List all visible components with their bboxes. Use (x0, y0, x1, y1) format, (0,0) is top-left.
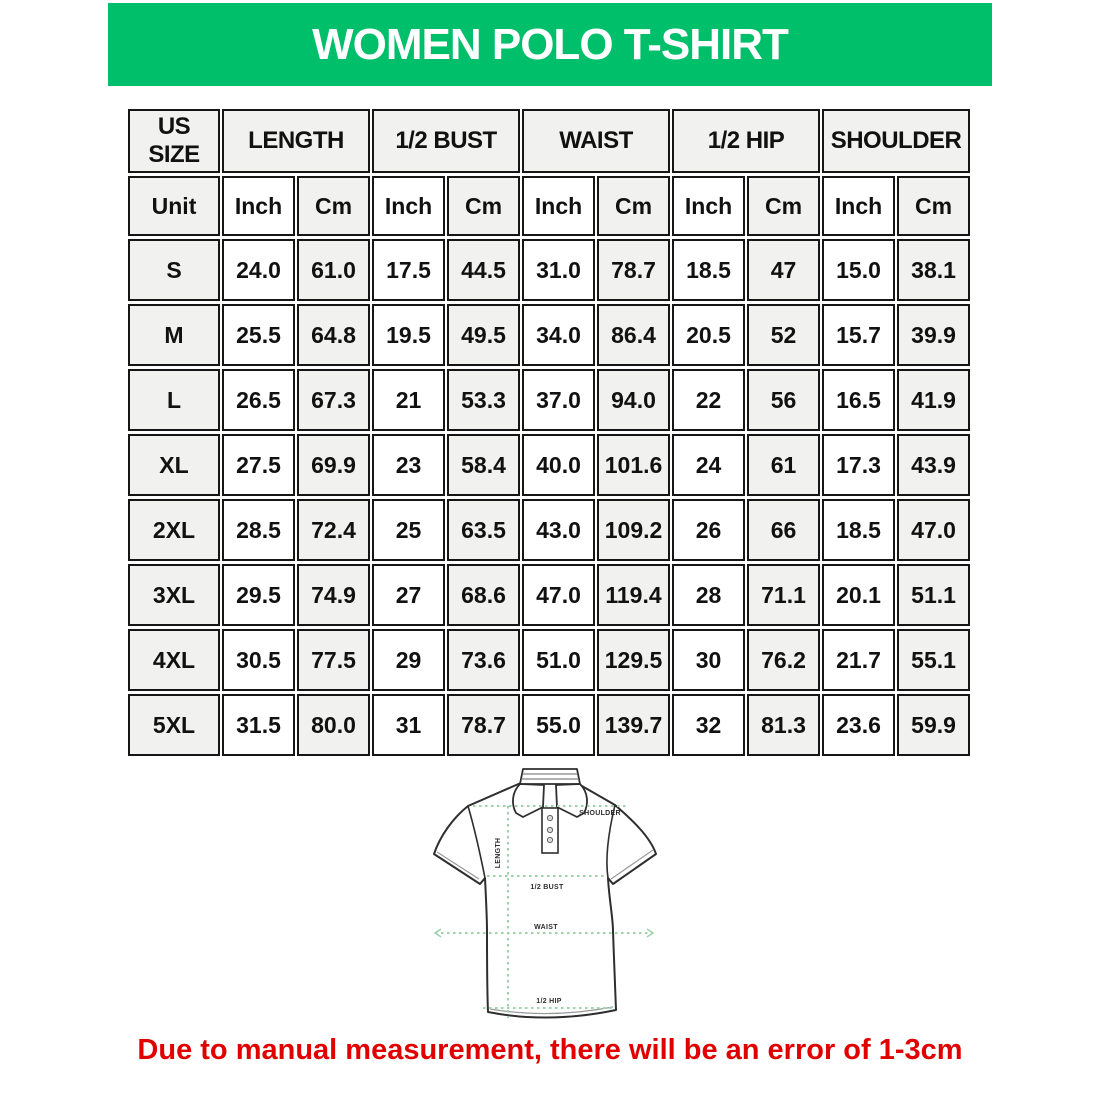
unit-header-cell: Cm (597, 176, 670, 236)
unit-header-cell: Cm (297, 176, 370, 236)
value-cell: 47.0 (897, 499, 970, 561)
value-cell: 59.9 (897, 694, 970, 756)
value-cell: 71.1 (747, 564, 820, 626)
value-cell: 31.5 (222, 694, 295, 756)
value-cell: 40.0 (522, 434, 595, 496)
size-cell: S (128, 239, 220, 301)
table-row (128, 434, 970, 496)
value-cell: 61 (747, 434, 820, 496)
value-cell: 55.1 (897, 629, 970, 691)
value-cell: 18.5 (822, 499, 895, 561)
value-cell: 25 (372, 499, 445, 561)
value-cell: 68.6 (447, 564, 520, 626)
value-cell: 43.0 (522, 499, 595, 561)
value-cell: 129.5 (597, 629, 670, 691)
value-cell: 32 (672, 694, 745, 756)
column-group-header: SHOULDER (822, 109, 970, 173)
size-cell: 2XL (128, 499, 220, 561)
value-cell: 17.3 (822, 434, 895, 496)
value-cell: 43.9 (897, 434, 970, 496)
unit-header-cell: Inch (372, 176, 445, 236)
value-cell: 44.5 (447, 239, 520, 301)
value-cell: 26 (672, 499, 745, 561)
value-cell: 24.0 (222, 239, 295, 301)
unit-header-cell: Inch (822, 176, 895, 236)
value-cell: 47.0 (522, 564, 595, 626)
value-cell: 86.4 (597, 304, 670, 366)
size-cell: XL (128, 434, 220, 496)
value-cell: 27 (372, 564, 445, 626)
value-cell: 76.2 (747, 629, 820, 691)
value-cell: 21 (372, 369, 445, 431)
column-group-header: LENGTH (222, 109, 370, 173)
value-cell: 69.9 (297, 434, 370, 496)
value-cell: 23 (372, 434, 445, 496)
value-cell: 139.7 (597, 694, 670, 756)
value-cell: 77.5 (297, 629, 370, 691)
value-cell: 67.3 (297, 369, 370, 431)
value-cell: 24 (672, 434, 745, 496)
length-label: LENGTH (495, 837, 502, 869)
value-cell: 21.7 (822, 629, 895, 691)
value-cell: 66 (747, 499, 820, 561)
value-cell: 81.3 (747, 694, 820, 756)
value-cell: 55.0 (522, 694, 595, 756)
hip-label: 1/2 HIP (536, 998, 562, 1005)
value-cell: 28.5 (222, 499, 295, 561)
value-cell: 37.0 (522, 369, 595, 431)
value-cell: 52 (747, 304, 820, 366)
value-cell: 61.0 (297, 239, 370, 301)
polo-shirt-illustration (423, 758, 667, 1032)
button-icon (547, 837, 552, 842)
value-cell: 53.3 (447, 369, 520, 431)
value-cell: 31.0 (522, 239, 595, 301)
value-cell: 30.5 (222, 629, 295, 691)
value-cell: 47 (747, 239, 820, 301)
value-cell: 41.9 (897, 369, 970, 431)
value-cell: 119.4 (597, 564, 670, 626)
value-cell: 38.1 (897, 239, 970, 301)
unit-header-cell: Unit (128, 176, 220, 236)
value-cell: 74.9 (297, 564, 370, 626)
polo-shirt-diagram (423, 758, 667, 1032)
value-cell: 64.8 (297, 304, 370, 366)
value-cell: 58.4 (447, 434, 520, 496)
unit-header-cell: Inch (522, 176, 595, 236)
table-row (128, 499, 970, 561)
value-cell: 72.4 (297, 499, 370, 561)
placket (542, 808, 558, 853)
unit-header-cell: Inch (672, 176, 745, 236)
value-cell: 22 (672, 369, 745, 431)
table-row (128, 694, 970, 756)
value-cell: 51.1 (897, 564, 970, 626)
column-group-header: US SIZE (128, 109, 220, 173)
value-cell: 78.7 (447, 694, 520, 756)
size-cell: 3XL (128, 564, 220, 626)
value-cell: 39.9 (897, 304, 970, 366)
size-table-body (128, 239, 970, 756)
column-group-header: WAIST (522, 109, 670, 173)
size-cell: 4XL (128, 629, 220, 691)
value-cell: 23.6 (822, 694, 895, 756)
column-group-header: 1/2 HIP (672, 109, 820, 173)
title-banner (108, 3, 992, 86)
value-cell: 19.5 (372, 304, 445, 366)
table-row (128, 239, 970, 301)
value-cell: 30 (672, 629, 745, 691)
waist-label: WAIST (534, 924, 558, 931)
table-row (128, 629, 970, 691)
size-cell: 5XL (128, 694, 220, 756)
unit-header-cell: Cm (747, 176, 820, 236)
shoulder-label: SHOULDER (579, 810, 621, 817)
size-table (126, 106, 972, 759)
size-cell: M (128, 304, 220, 366)
value-cell: 109.2 (597, 499, 670, 561)
unit-header-cell: Cm (447, 176, 520, 236)
value-cell: 20.5 (672, 304, 745, 366)
table-row (128, 369, 970, 431)
value-cell: 15.7 (822, 304, 895, 366)
page-title: WOMEN POLO T-SHIRT (312, 19, 788, 69)
value-cell: 101.6 (597, 434, 670, 496)
value-cell: 27.5 (222, 434, 295, 496)
unit-header-cell: Cm (897, 176, 970, 236)
value-cell: 94.0 (597, 369, 670, 431)
value-cell: 26.5 (222, 369, 295, 431)
table-row (128, 304, 970, 366)
value-cell: 49.5 (447, 304, 520, 366)
bust-label: 1/2 BUST (530, 884, 564, 891)
value-cell: 17.5 (372, 239, 445, 301)
column-group-header: 1/2 BUST (372, 109, 520, 173)
value-cell: 16.5 (822, 369, 895, 431)
value-cell: 15.0 (822, 239, 895, 301)
value-cell: 29 (372, 629, 445, 691)
value-cell: 20.1 (822, 564, 895, 626)
button-icon (547, 815, 552, 820)
value-cell: 73.6 (447, 629, 520, 691)
value-cell: 56 (747, 369, 820, 431)
button-icon (547, 827, 552, 832)
value-cell: 51.0 (522, 629, 595, 691)
measurement-note: Due to manual measurement, there will be an error of 1-3cm (137, 1034, 963, 1066)
value-cell: 28 (672, 564, 745, 626)
value-cell: 78.7 (597, 239, 670, 301)
value-cell: 63.5 (447, 499, 520, 561)
value-cell: 18.5 (672, 239, 745, 301)
value-cell: 29.5 (222, 564, 295, 626)
value-cell: 25.5 (222, 304, 295, 366)
unit-header-cell: Inch (222, 176, 295, 236)
value-cell: 80.0 (297, 694, 370, 756)
value-cell: 31 (372, 694, 445, 756)
size-cell: L (128, 369, 220, 431)
size-table-head (128, 109, 970, 236)
table-row (128, 564, 970, 626)
value-cell: 34.0 (522, 304, 595, 366)
